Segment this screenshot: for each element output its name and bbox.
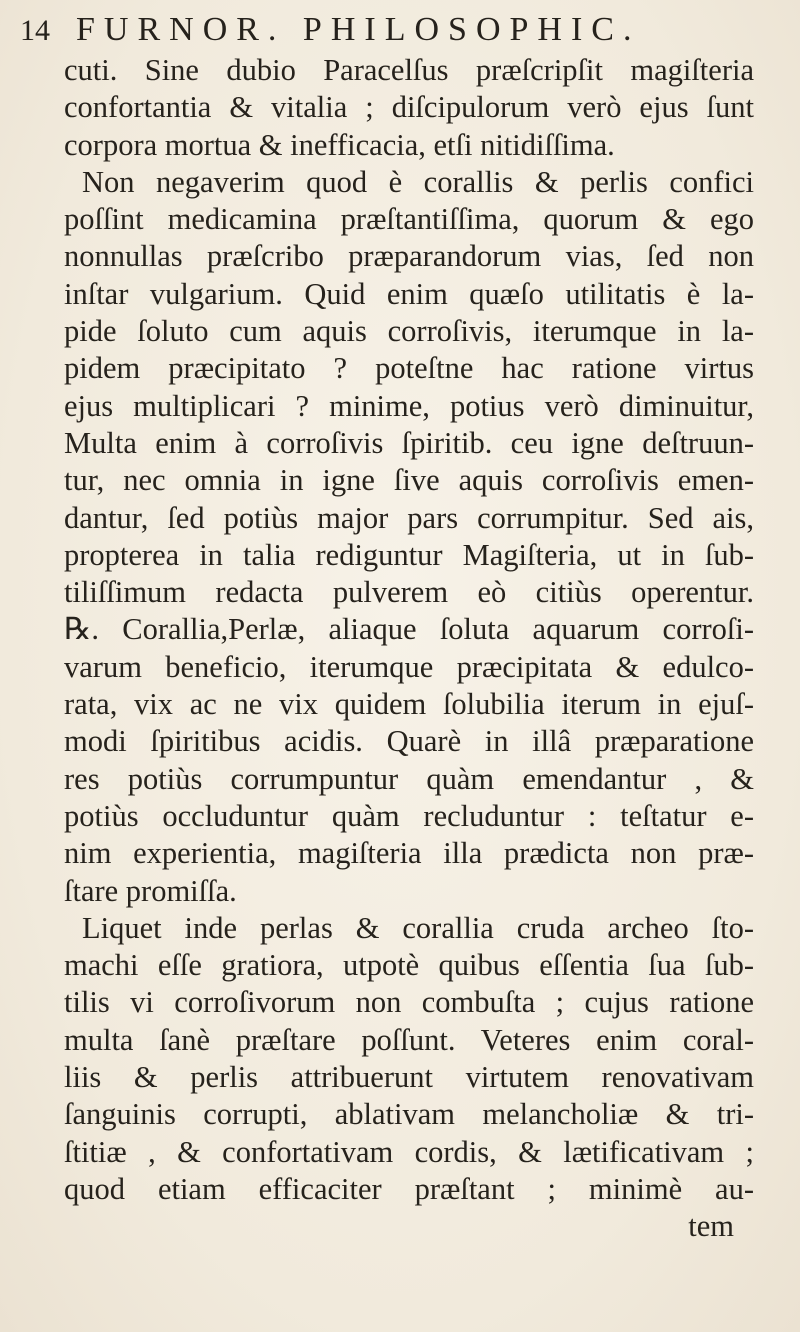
text-line: tilis vi corroſivorum non combuſta ; cujus ratione bbox=[64, 985, 754, 1020]
text-line: ℞. Corallia,Perlæ, aliaque ſoluta aquarum corroſi- bbox=[64, 612, 754, 647]
text-line: nonnullas præſcribo præparandorum vias, ſed non bbox=[64, 239, 754, 274]
text-line: cuti. Sine dubio Paracelſus præſcripſit magiſteria bbox=[64, 53, 754, 87]
text-line: confortantia & vitalia ; diſcipulorum verò ejus ſunt bbox=[64, 90, 754, 125]
text-line: machi eſſe gratiora, utpotè quibus eſſentia ſua ſub- bbox=[64, 948, 754, 983]
text-line: quod etiam efficaciter præſtant ; minimè au- bbox=[64, 1171, 754, 1206]
catchword: tem bbox=[688, 1209, 734, 1244]
text-line: pidem præcipitato ? poteſtne hac ratione virtus bbox=[64, 351, 754, 386]
text-line: rata, vix ac ne vix quidem ſolubilia iterum in ejuſ- bbox=[64, 687, 754, 722]
page-header bbox=[20, 8, 760, 52]
text-line: corpora mortua & inefficacia, etſi nitidiſſima. bbox=[64, 127, 615, 162]
text-line: Non negaverim quod è corallis & perlis confici bbox=[82, 164, 754, 199]
body-text bbox=[64, 52, 754, 1246]
text-line: ejus multiplicari ? minime, potius verò diminuitur, bbox=[64, 388, 754, 423]
text-line: ſanguinis corrupti, ablativam melancholiæ & tri- bbox=[64, 1097, 754, 1132]
text-line: res potiùs corrumpuntur quàm emendantur , & bbox=[64, 761, 754, 796]
text-line: ſtitiæ , & confortativam cordis, & lætificativam ; bbox=[64, 1134, 754, 1169]
text-line: dantur, ſed potiùs major pars corrumpitur. Sed ais, bbox=[64, 500, 754, 535]
text-line: poſſint medicamina præſtantiſſima, quorum & ego bbox=[64, 202, 754, 237]
text-line: modi ſpiritibus acidis. Quarè in illâ præparatione bbox=[64, 724, 754, 759]
text-line: inſtar vulgarium. Quid enim quæſo utilitatis è la- bbox=[64, 276, 754, 311]
text-line: tur, nec omnia in igne ſive aquis corroſivis emen- bbox=[64, 463, 754, 498]
text-line: pide ſoluto cum aquis corroſivis, iterumque in la- bbox=[64, 314, 754, 349]
text-line: tiliſſimum redacta pulverem eò citiùs operentur. bbox=[64, 575, 754, 610]
text-line: ſtare promiſſa. bbox=[64, 873, 237, 908]
text-line: Liquet inde perlas & corallia cruda archeo ſto- bbox=[82, 910, 754, 945]
text-line: potiùs occluduntur quàm recluduntur : teſtatur e- bbox=[64, 798, 754, 833]
running-title: FURNOR. PHILOSOPHIC. bbox=[76, 11, 641, 48]
text-line: varum beneficio, iterumque præcipitata & edulco- bbox=[64, 649, 754, 684]
text-line: multa ſanè præſtare poſſunt. Veteres enim coral- bbox=[64, 1022, 754, 1057]
text-line: liis & perlis attribuerunt virtutem renovativam bbox=[64, 1060, 754, 1095]
text-line: propterea in talia rediguntur Magiſteria, ut in ſub- bbox=[64, 537, 754, 572]
text-line: nim experientia, magiſteria illa prædicta non præ- bbox=[64, 836, 754, 871]
page-number: 14 bbox=[20, 14, 50, 47]
text-line: Multa enim à corroſivis ſpiritib. ceu igne deſtruun- bbox=[64, 425, 754, 460]
